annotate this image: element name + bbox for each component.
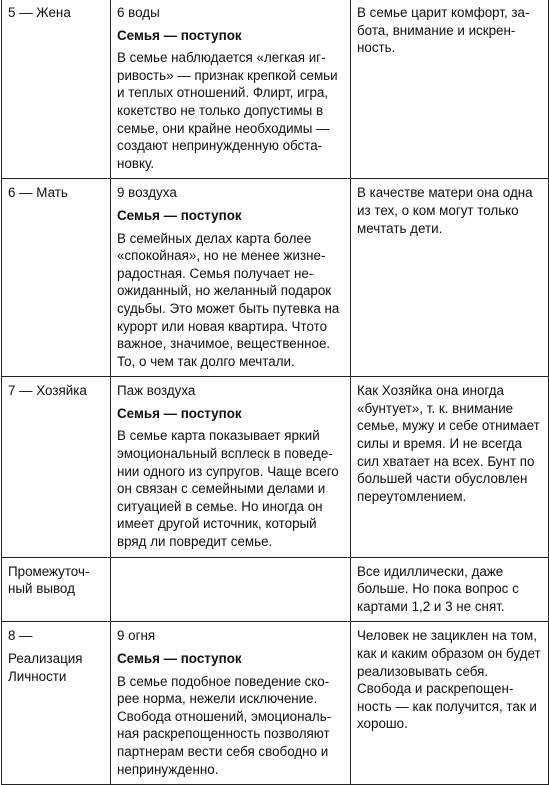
card-title: 6 воды — [117, 5, 160, 20]
card-description-cell — [111, 557, 351, 622]
note-text: В семье царит комфорт, забота, внимание и искренность. — [357, 5, 530, 56]
card-text: В семье подобное поведение скорее норма, нежели исключение. Свобода отношений, эмоциональная раскрепощенность позволяют партнерам вести себя свободно и непринужденно. — [117, 673, 332, 777]
tarot-table — [1, 0, 549, 785]
table-row — [2, 622, 549, 785]
note-text: Человек не зациклен на том, как и каким образом он будет реализовывать себя. Свобода и раскрепощенность — как получится, так и хорошо. — [357, 628, 541, 732]
note-cell — [351, 0, 549, 179]
note-cell — [351, 622, 549, 785]
note-text: Все идиллически, даже больше. Но пока вопрос с картами 1,2 и 3 не снят. — [357, 563, 519, 614]
note-text: Как Хозяйка она иногда «бунтует», т. к. внимание семье, мужу и себе отнимает силы и время. И не всегда сил хватает на всех. Бунт по большей части обусловлен переутомлением. — [357, 383, 540, 504]
note-cell — [351, 557, 549, 622]
card-position: 7 — Хозяйка — [8, 383, 87, 399]
table-row — [2, 179, 549, 377]
card-position-cell — [2, 557, 111, 622]
card-title: Паж воздуха — [117, 383, 196, 399]
table-row — [2, 557, 549, 622]
card-position-cell — [2, 622, 111, 785]
card-position: 6 — Мать — [8, 185, 68, 201]
card-title: 9 воздуха — [117, 185, 177, 201]
section-heading: Семья — поступок — [117, 651, 242, 666]
card-description-cell — [111, 0, 351, 179]
card-text: В семье наблюдается «легкая игривость» — признак крепкой семьи и теплых отношений. Флирт, игра, кокетство не только допустимы в семье, они крайне необходимы — создают непринужденную обстановку. — [117, 50, 338, 171]
note-cell — [351, 179, 549, 377]
card-position: Реализация Личности — [8, 651, 83, 684]
card-position-cell — [2, 377, 111, 557]
card-text: В семье карта показывает яркий эмоциональный всплеск в поведении одного из супругов. Чаще всего он связан с семейными делами и ситуацией в семье. Но иногда он имеет другой источник, который вряд ли повредит семье. — [117, 428, 339, 550]
section-heading: Семья — поступок — [117, 27, 242, 43]
card-number: 8 — — [8, 628, 33, 644]
card-position: Промежуточный вывод — [8, 563, 90, 597]
card-description-cell — [111, 179, 351, 377]
card-description-cell — [111, 622, 351, 785]
card-position: 5 — Жена — [8, 5, 71, 20]
section-heading: Семья — поступок — [117, 405, 242, 421]
card-position-cell — [2, 179, 111, 377]
note-cell — [351, 377, 549, 557]
card-position-cell — [2, 0, 111, 179]
card-description-cell — [111, 377, 351, 557]
table-row — [2, 0, 549, 179]
card-text: В семейных делах карта более «спокойная», но не менее жизнерадостная. Семья получает неожиданный, но желанный подарок судьбы. Это может быть путевка на курорт или новая квартира. Чтото важное, значимое, вещественное. То, о чем так долго мечтали. — [117, 230, 340, 369]
card-title: 9 огня — [117, 628, 156, 644]
section-heading: Семья — поступок — [117, 207, 242, 223]
note-text: В качестве матери она одна из тех, о ком могут только мечтать дети. — [357, 185, 533, 236]
table-row — [2, 377, 549, 557]
